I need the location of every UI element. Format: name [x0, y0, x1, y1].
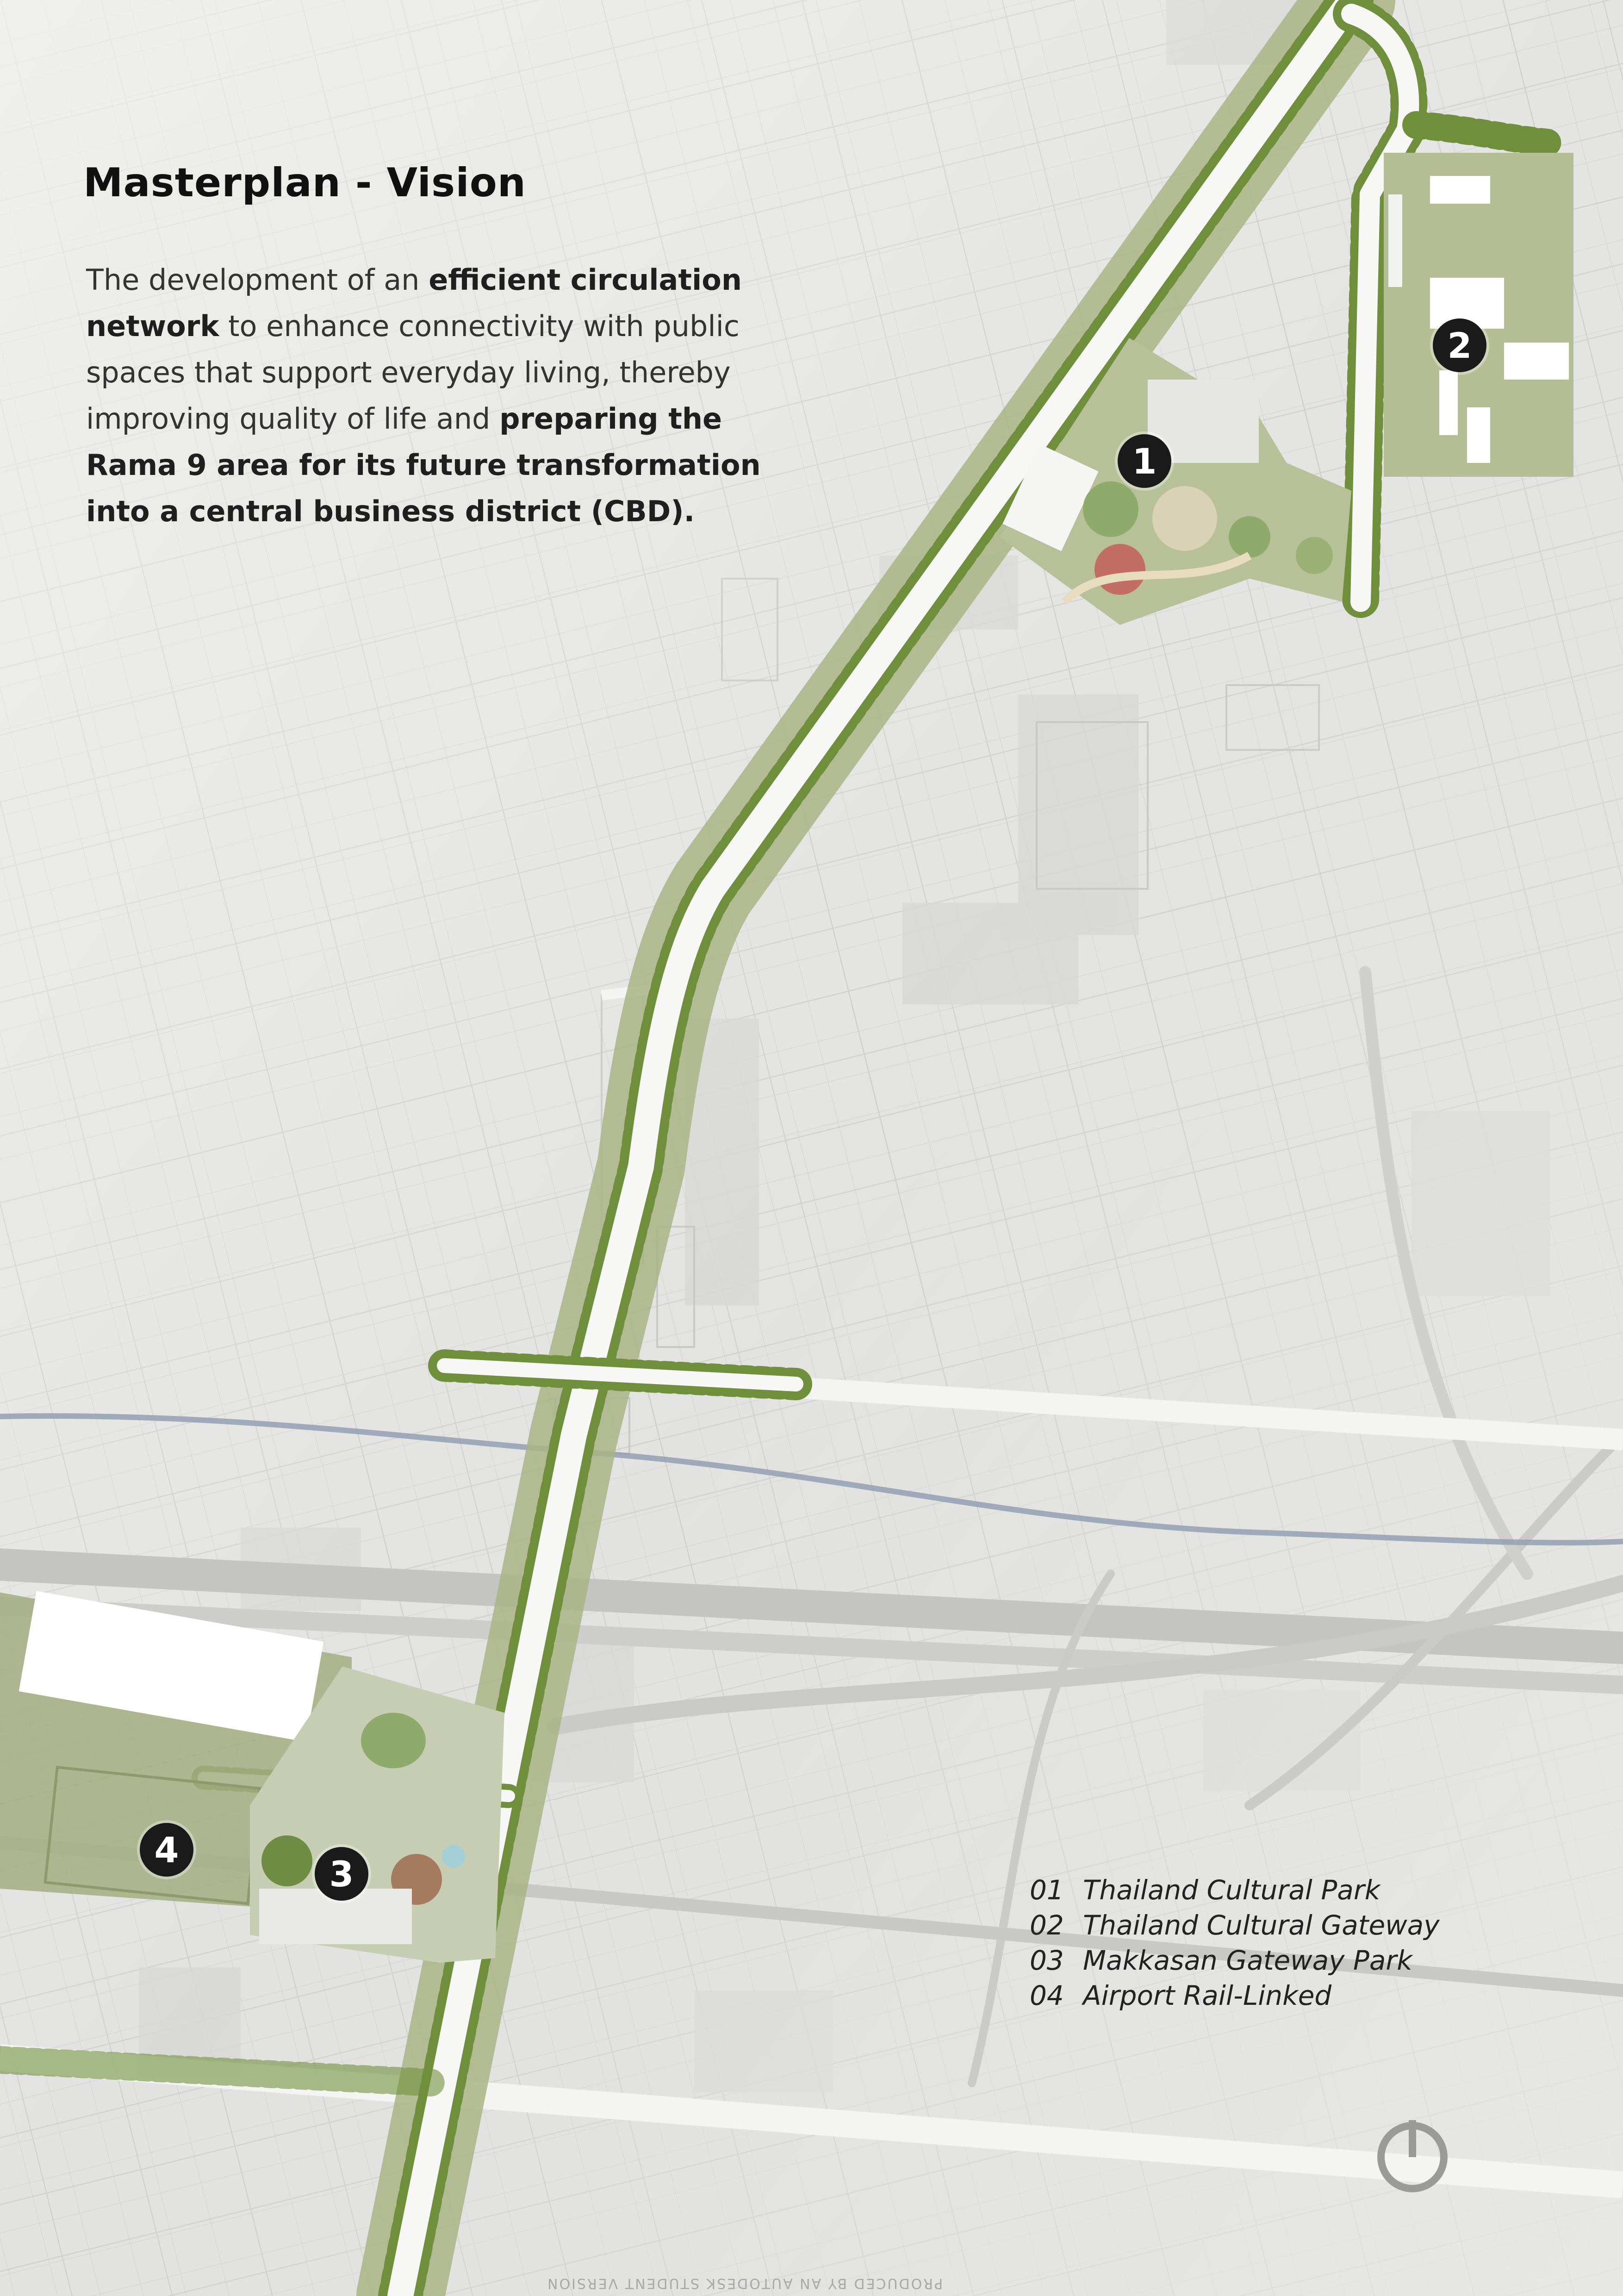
page-title: Masterplan - Vision: [83, 160, 527, 206]
legend-item: [1030, 1872, 1440, 1908]
legend-number: 03: [1030, 1945, 1064, 1976]
intro-paragraph: [86, 257, 780, 535]
site-marker-2: 2: [1433, 318, 1486, 372]
intro-emphasis: efficient circulation network: [86, 263, 742, 343]
legend-label: Thailand Cultural Gateway: [1083, 1909, 1440, 1941]
legend-item: [1030, 1978, 1440, 2013]
site-marker-4: 4: [140, 1823, 193, 1877]
legend-label: Makkasan Gateway Park: [1083, 1945, 1412, 1976]
intro-emphasis: preparing the Rama 9 area for its future transformation into a central business district (CBD).: [86, 402, 761, 528]
site-marker-1: 1: [1118, 434, 1171, 488]
legend-number: 01: [1030, 1874, 1064, 1906]
legend-label: Thailand Cultural Park: [1083, 1874, 1380, 1906]
site-marker-3: 3: [315, 1847, 368, 1901]
watermark-credit: PRODUCED BY AN AUTODESK STUDENT VERSION: [546, 2275, 943, 2291]
legend-item: [1030, 1943, 1440, 1978]
intro-text: to enhance connectivity with public spaces that support everyday living, thereby improving quality of life and: [86, 309, 740, 436]
legend-number: 02: [1030, 1909, 1064, 1941]
intro-text: The development of an: [86, 263, 429, 297]
legend-number: 04: [1030, 1980, 1064, 2011]
legend-item: [1030, 1908, 1440, 1943]
legend: [1030, 1872, 1440, 2013]
legend-label: Airport Rail-Linked: [1083, 1980, 1332, 2011]
site-thailand-cultural-gateway: [1384, 153, 1573, 477]
